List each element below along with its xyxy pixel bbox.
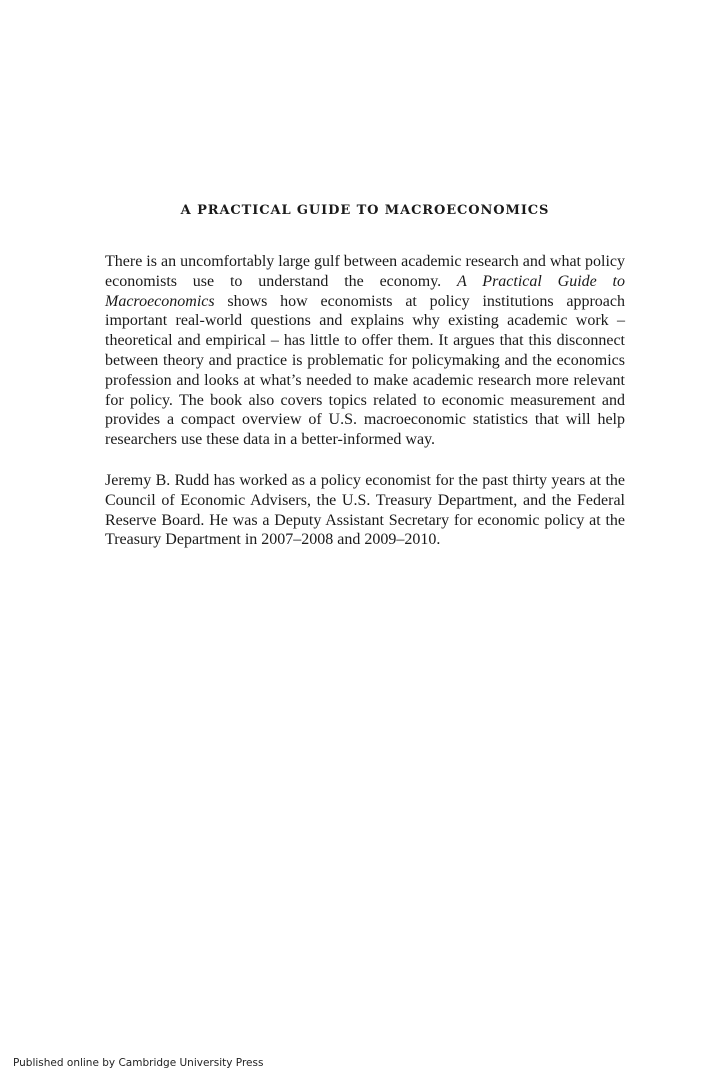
author-bio-paragraph: Jeremy B. Rudd has worked as a policy economist for the past thirty years at the Council of Economic Advisers, the U.S. Treasury Department, and the Federal Reserve Board. He was a Deputy Assistant Secretary for economic policy at the Treasury Department in 2007–2008 and 2009–2010. [105,472,625,549]
description-text-end: shows how economists at policy institutions approach important real-world questions and explains why existing academic work – theoretical and empirical – has little to offer them. It argues that this disconnect between theory and practice is problematic for policymaking and the economics profession and looks at what’s needed to make academic research more relevant for policy. The book also covers topics related to economic measurement and provides a compact overview of U.S. macroeconomic statistics that will help researchers use these data in a better-informed way. [105,292,625,449]
page-title: A PRACTICAL GUIDE TO MACROECONOMICS [180,203,550,218]
book-description-paragraph [105,252,625,450]
book-title-italic: A Practical Guide to Macroeconomics [105,272,626,310]
description-text-start: There is an uncomfortably large gulf between academic research and what policy economists use to understand the economy. [105,253,625,290]
publisher-footer: Published online by Cambridge University Press [13,1057,264,1069]
